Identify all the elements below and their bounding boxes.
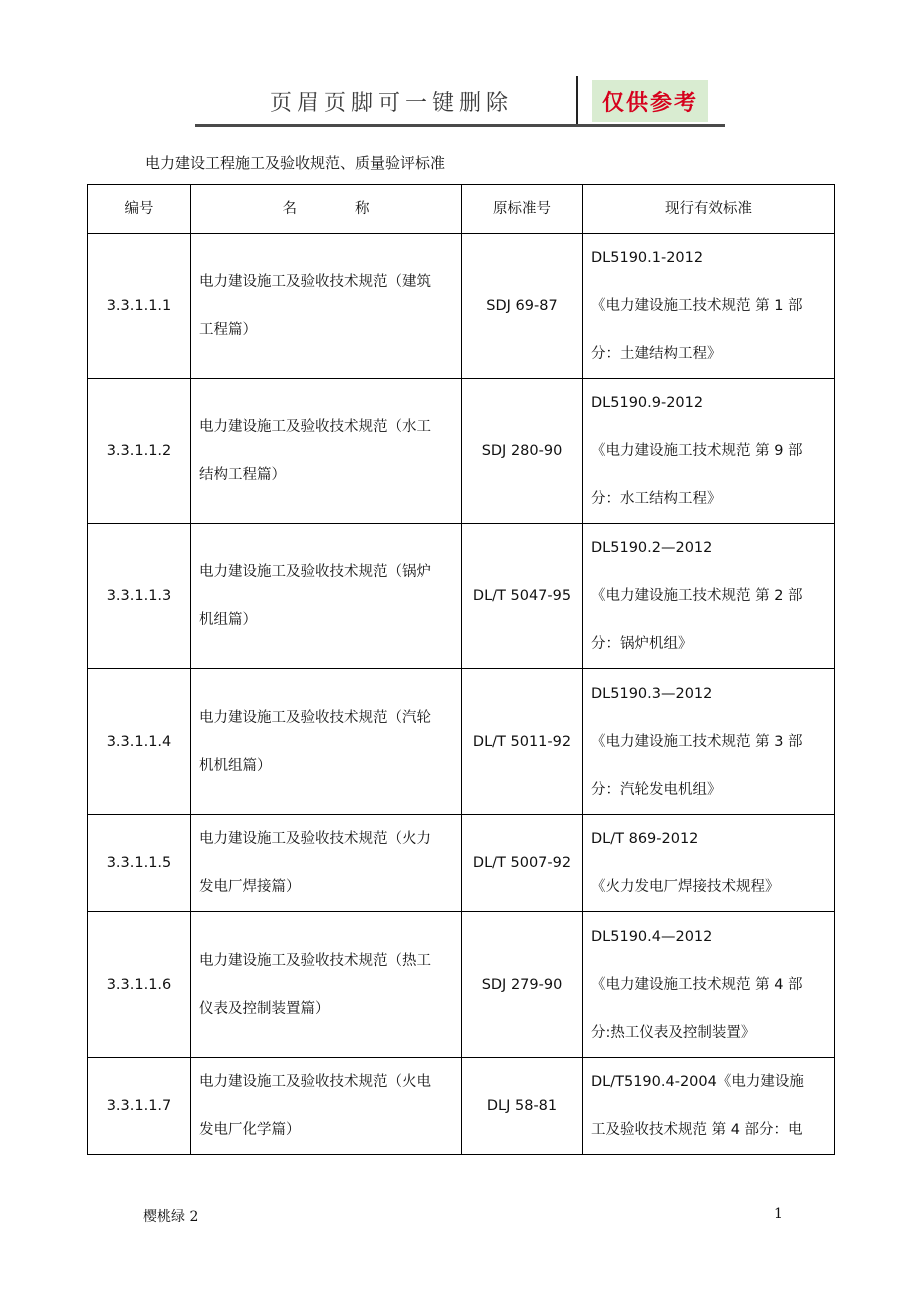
- row-name-line: 电力建设施工及验收技术规范（热工: [199, 952, 431, 969]
- row-current-line: DL/T5190.4-2004《电力建设施: [591, 1074, 804, 1090]
- row-current-standard: [583, 1058, 835, 1155]
- row-current-line: DL5190.4—2012: [591, 928, 713, 945]
- row-name-line: 电力建设施工及验收技术规范（火电: [199, 1074, 431, 1090]
- row-name: [191, 669, 462, 815]
- row-name-line: 仪表及控制装置篇）: [199, 1000, 330, 1017]
- row-name-line: 工程篇）: [199, 322, 257, 338]
- row-name-line: 发电厂焊接篇）: [199, 879, 301, 895]
- row-name-line: 电力建设施工及验收技术规范（水工: [199, 419, 431, 435]
- row-current-line: 《电力建设施工技术规范 第 9 部: [591, 443, 803, 459]
- row-original-standard: SDJ 279-90: [462, 912, 583, 1058]
- header-code: 编号: [88, 185, 191, 234]
- table-row: [88, 379, 835, 524]
- table-header-row: [88, 185, 835, 234]
- row-name: [191, 524, 462, 669]
- row-current-standard: [583, 669, 835, 815]
- row-name-line: 电力建设施工及验收技术规范（火力: [199, 831, 431, 847]
- table-row: [88, 1058, 835, 1155]
- header-original-standard: 原标准号: [462, 185, 583, 234]
- row-name-line: 机组篇）: [199, 612, 257, 628]
- row-current-standard: [583, 815, 835, 912]
- table-row: [88, 815, 835, 912]
- row-name-line: 机机组篇）: [199, 757, 272, 774]
- row-current-line: 分：汽轮发电机组》: [591, 781, 722, 798]
- page-header-text: 页眉页脚可一键删除: [270, 91, 514, 116]
- header-rule: [195, 124, 725, 127]
- row-name-line: 电力建设施工及验收技术规范（建筑: [199, 274, 431, 290]
- standards-table: [87, 184, 835, 1155]
- row-current-line: DL5190.3—2012: [591, 685, 713, 702]
- row-current-line: 《火力发电厂焊接技术规程》: [591, 879, 780, 895]
- row-current-line: 《电力建设施工技术规范 第 4 部: [591, 976, 803, 993]
- row-current-line: 分:热工仪表及控制装置》: [591, 1024, 756, 1041]
- row-original-standard: SDJ 280-90: [462, 379, 583, 524]
- table-row: [88, 234, 835, 379]
- row-original-standard: DL/T 5011-92: [462, 669, 583, 815]
- row-current-line: 分：锅炉机组》: [591, 636, 693, 652]
- row-original-standard: DL/T 5047-95: [462, 524, 583, 669]
- row-current-line: 分：土建结构工程》: [591, 346, 722, 362]
- row-current-line: 分：水工结构工程》: [591, 491, 722, 507]
- row-original-standard: DL/T 5007-92: [462, 815, 583, 912]
- row-name: [191, 912, 462, 1058]
- row-current-line: DL/T 869-2012: [591, 831, 699, 847]
- row-current-line: DL5190.9-2012: [591, 395, 704, 411]
- row-code: 3.3.1.1.3: [88, 524, 191, 669]
- header-separator: [576, 76, 578, 126]
- row-code: 3.3.1.1.5: [88, 815, 191, 912]
- row-original-standard: DLJ 58-81: [462, 1058, 583, 1155]
- row-current-standard: [583, 912, 835, 1058]
- table-row: [88, 669, 835, 815]
- row-name: [191, 234, 462, 379]
- row-current-standard: [583, 524, 835, 669]
- row-current-line: DL5190.2—2012: [591, 540, 713, 556]
- row-name-line: 电力建设施工及验收技术规范（锅炉: [199, 564, 431, 580]
- row-current-line: 工及验收技术规范 第 4 部分：电: [591, 1122, 803, 1138]
- row-current-line: 《电力建设施工技术规范 第 3 部: [591, 733, 803, 750]
- row-name: [191, 1058, 462, 1155]
- row-current-line: 《电力建设施工技术规范 第 1 部: [591, 298, 803, 314]
- row-code: 3.3.1.1.4: [88, 669, 191, 815]
- row-code: 3.3.1.1.1: [88, 234, 191, 379]
- row-code: 3.3.1.1.6: [88, 912, 191, 1058]
- page-number: 1: [774, 1206, 783, 1222]
- row-code: 3.3.1.1.7: [88, 1058, 191, 1155]
- row-name-line: 结构工程篇）: [199, 467, 286, 483]
- footer-text: 樱桃绿 2: [143, 1209, 199, 1225]
- row-name-line: 发电厂化学篇）: [199, 1122, 301, 1138]
- row-name: [191, 815, 462, 912]
- row-current-standard: [583, 379, 835, 524]
- row-code: 3.3.1.1.2: [88, 379, 191, 524]
- row-current-standard: [583, 234, 835, 379]
- row-name: [191, 379, 462, 524]
- row-current-line: DL5190.1-2012: [591, 250, 704, 266]
- row-original-standard: SDJ 69-87: [462, 234, 583, 379]
- table-row: [88, 524, 835, 669]
- row-name-line: 电力建设施工及验收技术规范（汽轮: [199, 709, 431, 726]
- header-name: 名 称: [191, 185, 462, 234]
- header-current-standard: 现行有效标准: [583, 185, 835, 234]
- document-title: 电力建设工程施工及验收规范、质量验评标准: [145, 154, 446, 172]
- reference-only-stamp: 仅供参考: [592, 80, 708, 122]
- table-row: [88, 912, 835, 1058]
- row-current-line: 《电力建设施工技术规范 第 2 部: [591, 588, 803, 604]
